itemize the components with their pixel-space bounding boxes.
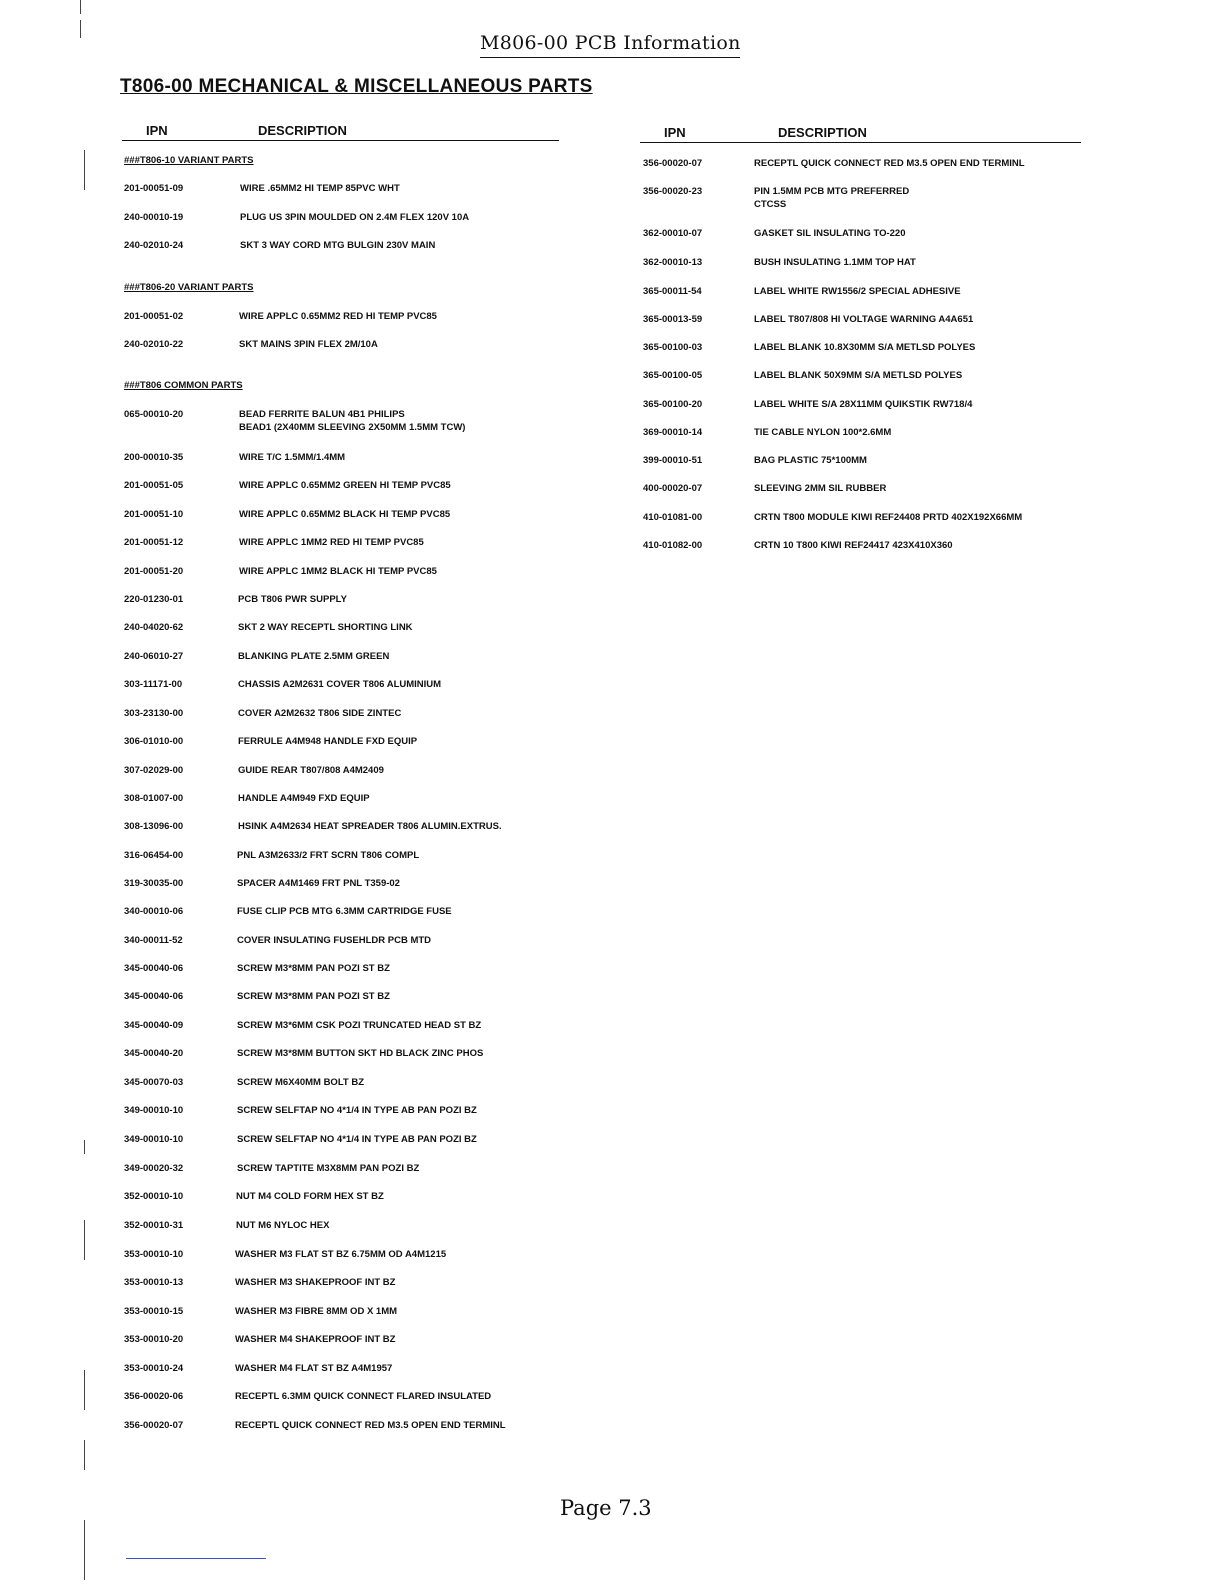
part-description: SCREW M6X40MM BOLT BZ bbox=[237, 1077, 365, 1088]
margin-mark bbox=[84, 1520, 85, 1580]
part-ipn: 201-00051-12 bbox=[124, 537, 184, 548]
part-ipn: 410-01081-00 bbox=[643, 512, 703, 523]
part-description: WIRE .65MM2 HI TEMP 85PVC WHT bbox=[240, 183, 400, 194]
part-ipn: 240-06010-27 bbox=[124, 651, 184, 662]
margin-mark bbox=[84, 1370, 85, 1410]
part-description: WIRE T/C 1.5MM/1.4MM bbox=[239, 452, 346, 463]
part-description: SCREW M3*8MM PAN POZI ST BZ bbox=[237, 991, 390, 1002]
part-ipn: 353-00010-24 bbox=[124, 1363, 184, 1374]
part-description: GUIDE REAR T807/808 A4M2409 bbox=[238, 765, 384, 776]
part-ipn: 356-00020-07 bbox=[643, 158, 703, 169]
part-description: SCREW SELFTAP NO 4*1/4 IN TYPE AB PAN POZI BZ bbox=[237, 1134, 477, 1145]
part-ipn: 201-00051-20 bbox=[124, 566, 184, 577]
part-description: SKT 2 WAY RECEPTL SHORTING LINK bbox=[238, 622, 413, 633]
part-ipn: 353-00010-15 bbox=[124, 1306, 184, 1317]
section-title: T806-00 MECHANICAL & MISCELLANEOUS PARTS bbox=[120, 76, 593, 97]
part-ipn: 399-00010-51 bbox=[643, 455, 703, 466]
part-description: LABEL BLANK 10.8X30MM S/A METLSD POLYES bbox=[754, 342, 976, 353]
part-description: PNL A3M2633/2 FRT SCRN T806 COMPL bbox=[237, 850, 420, 861]
part-ipn: 356-00020-06 bbox=[124, 1391, 184, 1402]
part-ipn: 345-00040-09 bbox=[124, 1020, 184, 1031]
part-ipn: 345-00040-06 bbox=[124, 991, 184, 1002]
part-description: LABEL T807/808 HI VOLTAGE WARNING A4A651 bbox=[754, 314, 974, 325]
part-ipn: 308-01007-00 bbox=[124, 793, 184, 804]
part-ipn: 365-00100-20 bbox=[643, 399, 703, 410]
part-ipn: 365-00013-59 bbox=[643, 314, 703, 325]
part-ipn: 352-00010-31 bbox=[124, 1220, 184, 1231]
margin-mark bbox=[84, 150, 85, 190]
part-description-continued: BEAD1 (2X40MM SLEEVING 2X50MM 1.5MM TCW) bbox=[239, 422, 466, 433]
part-ipn: 306-01010-00 bbox=[124, 736, 184, 747]
margin-mark bbox=[80, 0, 81, 14]
part-ipn: 349-00010-10 bbox=[124, 1134, 184, 1145]
part-description: SCREW M3*8MM PAN POZI ST BZ bbox=[237, 963, 390, 974]
part-description: GASKET SIL INSULATING TO-220 bbox=[754, 228, 906, 239]
header-underline bbox=[480, 57, 740, 58]
part-description: FERRULE A4M948 HANDLE FXD EQUIP bbox=[238, 736, 418, 747]
part-description: PIN 1.5MM PCB MTG PREFERRED bbox=[754, 186, 910, 197]
margin-mark bbox=[80, 20, 81, 38]
part-description: BAG PLASTIC 75*100MM bbox=[754, 455, 867, 466]
part-description: LABEL BLANK 50X9MM S/A METLSD POLYES bbox=[754, 370, 963, 381]
part-description: WASHER M4 FLAT ST BZ A4M1957 bbox=[235, 1363, 393, 1374]
part-ipn: 220-01230-01 bbox=[124, 594, 184, 605]
part-description: SKT MAINS 3PIN FLEX 2M/10A bbox=[239, 339, 378, 350]
part-ipn: 349-00010-10 bbox=[124, 1105, 184, 1116]
part-description: SCREW M3*6MM CSK POZI TRUNCATED HEAD ST BZ bbox=[237, 1020, 482, 1031]
part-description: COVER A2M2632 T806 SIDE ZINTEC bbox=[238, 708, 402, 719]
margin-mark bbox=[84, 1440, 85, 1470]
part-ipn: 201-00051-02 bbox=[124, 311, 184, 322]
part-ipn: 201-00051-05 bbox=[124, 480, 184, 491]
part-description: RECEPTL QUICK CONNECT RED M3.5 OPEN END TERMINL bbox=[754, 158, 1025, 169]
part-description: LABEL WHITE S/A 28X11MM QUIKSTIK RW718/4 bbox=[754, 399, 973, 410]
part-ipn: 345-00070-03 bbox=[124, 1077, 184, 1088]
part-description: NUT M4 COLD FORM HEX ST BZ bbox=[236, 1191, 384, 1202]
part-description: WIRE APPLC 0.65MM2 GREEN HI TEMP PVC85 bbox=[239, 480, 451, 491]
part-ipn: 365-00011-54 bbox=[643, 286, 702, 297]
part-ipn: 362-00010-07 bbox=[643, 228, 703, 239]
part-ipn: 365-00100-05 bbox=[643, 370, 703, 381]
part-ipn: 308-13096-00 bbox=[124, 821, 184, 832]
part-description: WIRE APPLC 0.65MM2 RED HI TEMP PVC85 bbox=[239, 311, 437, 322]
right-description-header: DESCRIPTION bbox=[778, 125, 867, 140]
page-number: Page 7.3 bbox=[560, 1496, 652, 1520]
page-title: M806-00 PCB Information bbox=[480, 32, 741, 54]
part-description: SCREW TAPTITE M3X8MM PAN POZI BZ bbox=[237, 1163, 420, 1174]
part-description: HSINK A4M2634 HEAT SPREADER T806 ALUMIN.EXTRUS. bbox=[238, 821, 502, 832]
group-heading: ###T806-10 VARIANT PARTS bbox=[124, 155, 254, 166]
part-description: RECEPTL QUICK CONNECT RED M3.5 OPEN END TERMINL bbox=[235, 1420, 506, 1431]
part-ipn: 345-00040-20 bbox=[124, 1048, 184, 1059]
part-description: BLANKING PLATE 2.5MM GREEN bbox=[238, 651, 390, 662]
part-ipn: 410-01082-00 bbox=[643, 540, 703, 551]
part-ipn: 200-00010-35 bbox=[124, 452, 184, 463]
part-ipn: 340-00011-52 bbox=[124, 935, 183, 946]
part-ipn: 303-23130-00 bbox=[124, 708, 184, 719]
part-ipn: 356-00020-07 bbox=[124, 1420, 184, 1431]
part-description: SCREW SELFTAP NO 4*1/4 IN TYPE AB PAN POZI BZ bbox=[237, 1105, 477, 1116]
part-ipn: 303-11171-00 bbox=[124, 679, 183, 690]
part-ipn: 065-00010-20 bbox=[124, 409, 184, 420]
part-description: COVER INSULATING FUSEHLDR PCB MTD bbox=[237, 935, 432, 946]
part-description: RECEPTL 6.3MM QUICK CONNECT FLARED INSULATED bbox=[235, 1391, 492, 1402]
part-description: WIRE APPLC 1MM2 RED HI TEMP PVC85 bbox=[239, 537, 424, 548]
part-ipn: 316-06454-00 bbox=[124, 850, 184, 861]
part-description: SKT 3 WAY CORD MTG BULGIN 230V MAIN bbox=[240, 240, 436, 251]
part-description: SCREW M3*8MM BUTTON SKT HD BLACK ZINC PHOS bbox=[237, 1048, 484, 1059]
part-description: CRTN 10 T800 KIWI REF24417 423X410X360 bbox=[754, 540, 953, 551]
part-ipn: 369-00010-14 bbox=[643, 427, 703, 438]
part-description: SPACER A4M1469 FRT PNL T359-02 bbox=[237, 878, 400, 889]
part-ipn: 319-30035-00 bbox=[124, 878, 184, 889]
part-description: PCB T806 PWR SUPPLY bbox=[238, 594, 347, 605]
right-ipn-header: IPN bbox=[664, 125, 686, 140]
part-description: WASHER M3 SHAKEPROOF INT BZ bbox=[235, 1277, 396, 1288]
part-description-continued: CTCSS bbox=[754, 199, 787, 210]
part-description: BUSH INSULATING 1.1MM TOP HAT bbox=[754, 257, 916, 268]
part-ipn: 240-02010-22 bbox=[124, 339, 184, 350]
margin-mark bbox=[84, 1220, 85, 1260]
part-ipn: 356-00020-23 bbox=[643, 186, 703, 197]
part-description: LABEL WHITE RW1556/2 SPECIAL ADHESIVE bbox=[754, 286, 961, 297]
part-description: HANDLE A4M949 FXD EQUIP bbox=[238, 793, 370, 804]
part-ipn: 201-00051-10 bbox=[124, 509, 184, 520]
part-description: WASHER M4 SHAKEPROOF INT BZ bbox=[235, 1334, 396, 1345]
right-header-rule bbox=[640, 142, 1081, 143]
part-description: PLUG US 3PIN MOULDED ON 2.4M FLEX 120V 10A bbox=[240, 212, 470, 223]
part-description: WASHER M3 FIBRE 8MM OD X 1MM bbox=[235, 1306, 398, 1317]
group-heading: ###T806-20 VARIANT PARTS bbox=[124, 282, 254, 293]
part-ipn: 349-00020-32 bbox=[124, 1163, 184, 1174]
part-ipn: 240-02010-24 bbox=[124, 240, 184, 251]
part-description: WASHER M3 FLAT ST BZ 6.75MM OD A4M1215 bbox=[235, 1249, 447, 1260]
part-ipn: 353-00010-10 bbox=[124, 1249, 184, 1260]
part-description: WIRE APPLC 0.65MM2 BLACK HI TEMP PVC85 bbox=[239, 509, 451, 520]
footer-rule bbox=[126, 1558, 266, 1559]
part-description: NUT M6 NYLOC HEX bbox=[236, 1220, 330, 1231]
part-ipn: 240-04020-62 bbox=[124, 622, 184, 633]
part-description: BEAD FERRITE BALUN 4B1 PHILIPS bbox=[239, 409, 405, 420]
part-description: SLEEVING 2MM SIL RUBBER bbox=[754, 483, 887, 494]
part-description: WIRE APPLC 1MM2 BLACK HI TEMP PVC85 bbox=[239, 566, 437, 577]
part-description: CHASSIS A2M2631 COVER T806 ALUMINIUM bbox=[238, 679, 442, 690]
part-description: FUSE CLIP PCB MTG 6.3MM CARTRIDGE FUSE bbox=[237, 906, 452, 917]
left-header-rule bbox=[122, 140, 559, 141]
group-heading: ###T806 COMMON PARTS bbox=[124, 380, 243, 391]
part-ipn: 362-00010-13 bbox=[643, 257, 703, 268]
part-ipn: 201-00051-09 bbox=[124, 183, 184, 194]
part-ipn: 400-00020-07 bbox=[643, 483, 703, 494]
left-description-header: DESCRIPTION bbox=[258, 123, 347, 138]
part-ipn: 340-00010-06 bbox=[124, 906, 184, 917]
part-ipn: 353-00010-20 bbox=[124, 1334, 184, 1345]
margin-mark bbox=[84, 1140, 85, 1154]
part-ipn: 240-00010-19 bbox=[124, 212, 184, 223]
left-ipn-header: IPN bbox=[146, 123, 168, 138]
part-description: CRTN T800 MODULE KIWI REF24408 PRTD 402X192X66MM bbox=[754, 512, 1023, 523]
part-ipn: 307-02029-00 bbox=[124, 765, 184, 776]
part-ipn: 352-00010-10 bbox=[124, 1191, 184, 1202]
part-description: TIE CABLE NYLON 100*2.6MM bbox=[754, 427, 892, 438]
part-ipn: 353-00010-13 bbox=[124, 1277, 184, 1288]
part-ipn: 365-00100-03 bbox=[643, 342, 703, 353]
part-ipn: 345-00040-06 bbox=[124, 963, 184, 974]
